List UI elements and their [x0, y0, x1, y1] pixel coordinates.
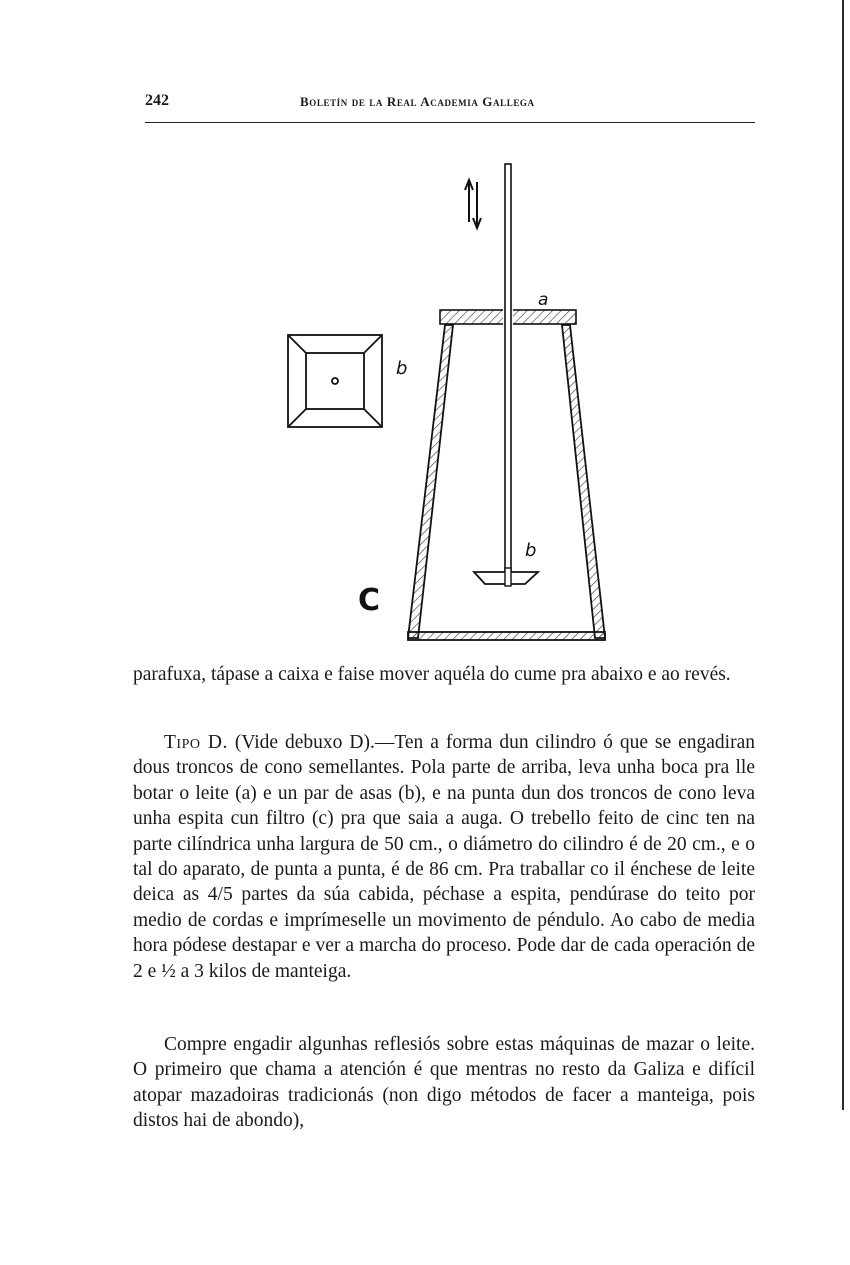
paragraph-1: [133, 662, 755, 687]
label-b-rod: b: [525, 540, 537, 561]
paragraph-2-text: [133, 730, 755, 984]
paragraph-3: [133, 1032, 755, 1134]
plunger-disc: [474, 568, 538, 586]
label-c: C: [358, 583, 381, 618]
churn-lid: [440, 309, 576, 325]
page-number: 242: [145, 92, 169, 109]
paragraph-2: [133, 730, 755, 984]
paragraph-3-text: Compre engadir algunhas reflesiós sobre estas máquinas de mazar o leite. O primeiro que chama a atención é que mentras no resto da Galiza e difícil atopar mazadoiras tradicionás (non digo métodos de facer a manteiga, pois distos hai de abondo),: [133, 1034, 755, 1132]
churn-figure: [270, 160, 630, 650]
label-a: a: [538, 290, 549, 310]
label-b-box: b: [396, 358, 408, 379]
up-down-arrows-icon: [465, 180, 481, 228]
plunger-rod: [505, 164, 511, 584]
type-d-description: (Vide debuxo D).—Ten a forma dun cilindro ó que se engadiran dous troncos de cono semellantes. Pola parte de arriba, leva unha boca pra lle botar o leite (a) e un par de asas (b), e na punta dun dos troncos de cono leva unha espita cun filtro (c) pra que saia a auga. O trebello feito de cinc ten na parte cilíndrica unha largura de 50 cm., o diámetro do cilindro é de 20 cm., e o tal do aparato, de punta a punta, é de 86 cm. Pra traballar co il énchese de leite deica as 4/5 partes da súa cabida, péchase a espita, pendúrase do teito por medio de cordas e imprímeselle un movimento de péndulo. Ao cabo de media hora pódese destapar e ver a marcha do proceso. Pode dar de cada operación de 2 e ½ a 3 kilos de manteiga.: [133, 732, 755, 982]
running-title: Boletín de la Real Academia Gallega: [300, 94, 535, 109]
type-d-heading: Tipo D.: [164, 732, 228, 753]
square-detail: [288, 335, 382, 427]
running-header: [145, 92, 755, 123]
page-edge-line: [842, 0, 844, 1110]
paragraph-1-text: parafuxa, tápase a caixa e faise mover aquéla do cume pra abaixo e ao revés.: [133, 664, 731, 685]
